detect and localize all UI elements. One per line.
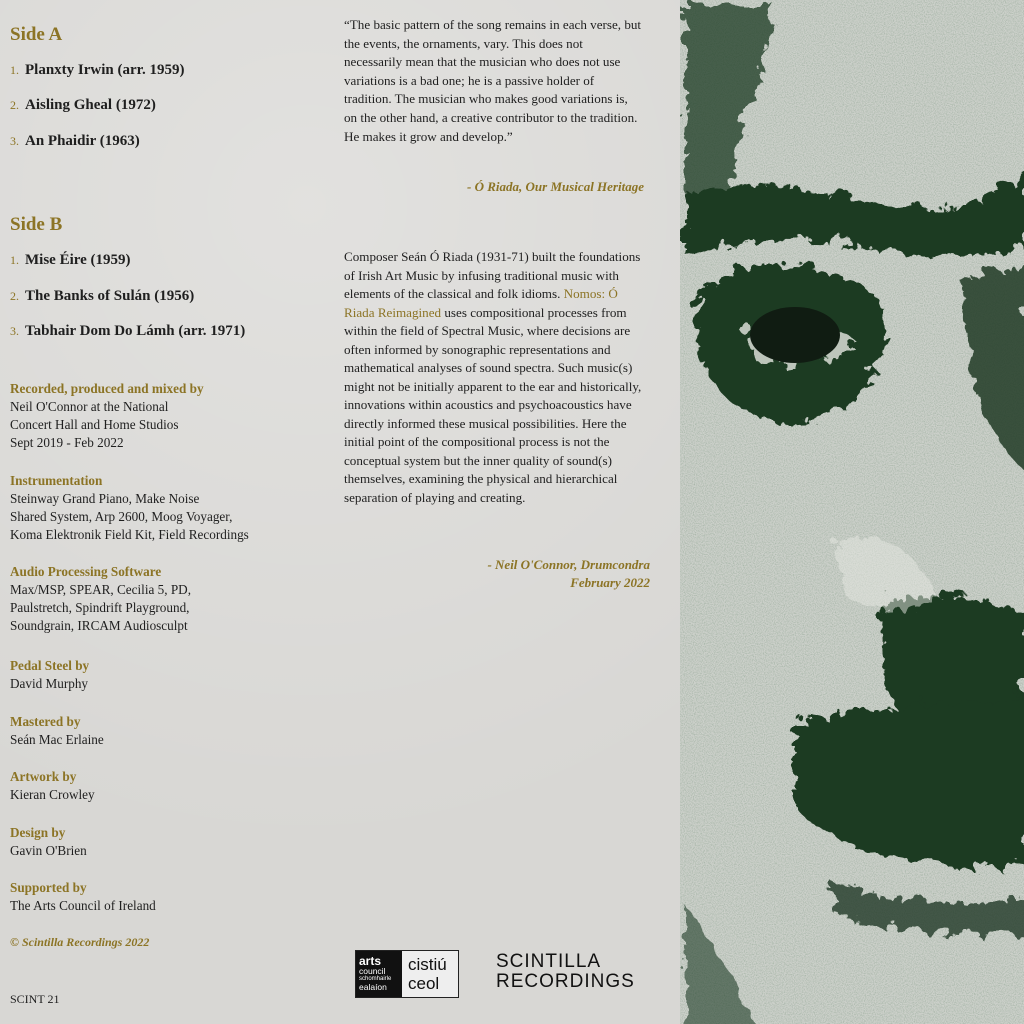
logo-text: RECORDINGS [496,971,635,992]
track-number: 1. [10,63,19,77]
logo-text: cistiú [408,955,447,974]
credit-label: Mastered by [10,714,81,729]
logo-text: SCINTILLA [496,951,602,972]
logo-text: arts [359,954,382,968]
liner-essay [344,248,648,507]
side-a-track-1 [10,62,184,79]
credit-value: Gavin O'Brien [10,843,87,858]
side-b-track-3 [10,323,245,340]
credit-value: Seán Mac Erlaine [10,732,104,747]
credit-value: Kieran Crowley [10,787,95,802]
credit-artwork [10,768,330,804]
copyright: © Scintilla Recordings 2022 [10,935,150,949]
credit-label: Supported by [10,880,87,895]
credit-supported [10,879,330,915]
track-title: Mise Éire (1959) [25,252,131,268]
track-number: 3. [10,134,19,148]
credit-value: Steinway Grand Piano, Make Noise Shared System, Arp 2600, Moog Voyager, Koma Elektronik Field Kit, Field Recordings [10,491,249,542]
credit-label: Recorded, produced and mixed by [10,381,204,396]
track-number: 3. [10,324,19,338]
credit-design [10,824,330,860]
essay-attribution: - Neil O'Connor, Drumcondra February 2022 [487,557,650,590]
track-number: 2. [10,98,19,112]
logo-text: schomhairle [359,976,392,982]
track-title: Tabhair Dom Do Lámh (arr. 1971) [25,323,246,339]
track-title: An Phaidir (1963) [25,133,140,149]
scintilla-recordings-logo [496,952,635,992]
track-number: 2. [10,289,19,303]
credit-software [10,563,330,635]
side-a-heading: Side A [10,24,63,45]
credit-recorded [10,380,330,452]
catalog-number: SCINT 21 [10,992,60,1006]
credit-label: Audio Processing Software [10,564,162,579]
album-title-highlight: Nomos: Ó Riada Reimagined [344,286,618,320]
credit-mastered [10,713,330,749]
credit-pedal-steel [10,657,330,693]
side-b-track-1 [10,252,131,269]
portrait-sketch [680,0,1024,1024]
credit-value: The Arts Council of Ireland [10,898,156,913]
logo-text: ealaíon [359,982,387,992]
track-title: The Banks of Sulán (1956) [25,288,195,304]
quote-attribution: - Ó Riada, Our Musical Heritage [467,179,644,194]
essay-body: uses compositional processes from within the field of Spectral Music, where decisions are often informed by sonographic representations and mathematical analyses of sound spectra. Such music(s) might not be initially apparent to the ear and historically, innovations within acoustics and psychoacoustics have directly informed these musical possibilities. Here the initial point of the compositional process is not the conceptual system but the inner quality of sound(s) themselves, examining the physical and hierarchical separation of playing and creating. [344,304,642,505]
credit-label: Instrumentation [10,473,103,488]
credit-label: Design by [10,825,66,840]
track-number: 1. [10,253,19,267]
arts-council-mark [356,951,402,997]
portrait-artwork [680,0,1024,1024]
track-title: Aisling Gheal (1972) [25,97,156,113]
credit-instrumentation [10,472,330,544]
credit-label: Pedal Steel by [10,658,90,673]
credit-label: Artwork by [10,769,77,784]
credit-value: Max/MSP, SPEAR, Cecilia 5, PD, Paulstretch, Spindrift Playground, Soundgrain, IRCAM Audiosculpt [10,582,191,633]
logo-text: ceol [408,974,440,993]
logo-text: council [359,966,386,976]
credit-value: Neil O'Connor at the National Concert Hall and Home Studios Sept 2019 - Feb 2022 [10,399,179,450]
side-b-track-2 [10,288,194,305]
side-b-heading: Side B [10,214,63,235]
quote-text: “The basic pattern of the song remains in each verse, but the events, the ornaments, vary. This does not necessarily mean that the musician who does not use variations is a bad one; he is a passive holder of tradition. The musician who makes good variations is, on the other hand, a creative contributor to the tradition. He makes it grow and develop.” [344,17,642,144]
credit-value: David Murphy [10,676,89,691]
essay-intro: Composer Seán Ó Riada (1931-71) built the foundations of Irish Art Music by infusing traditional music with elements of the classical and folk idioms. [344,249,641,301]
side-a-track-2 [10,97,156,114]
track-title: Planxty Irwin (arr. 1959) [25,62,185,78]
arts-council-logo [355,950,459,998]
side-a-track-3 [10,133,140,150]
cistiu-ceol-mark [402,951,458,997]
